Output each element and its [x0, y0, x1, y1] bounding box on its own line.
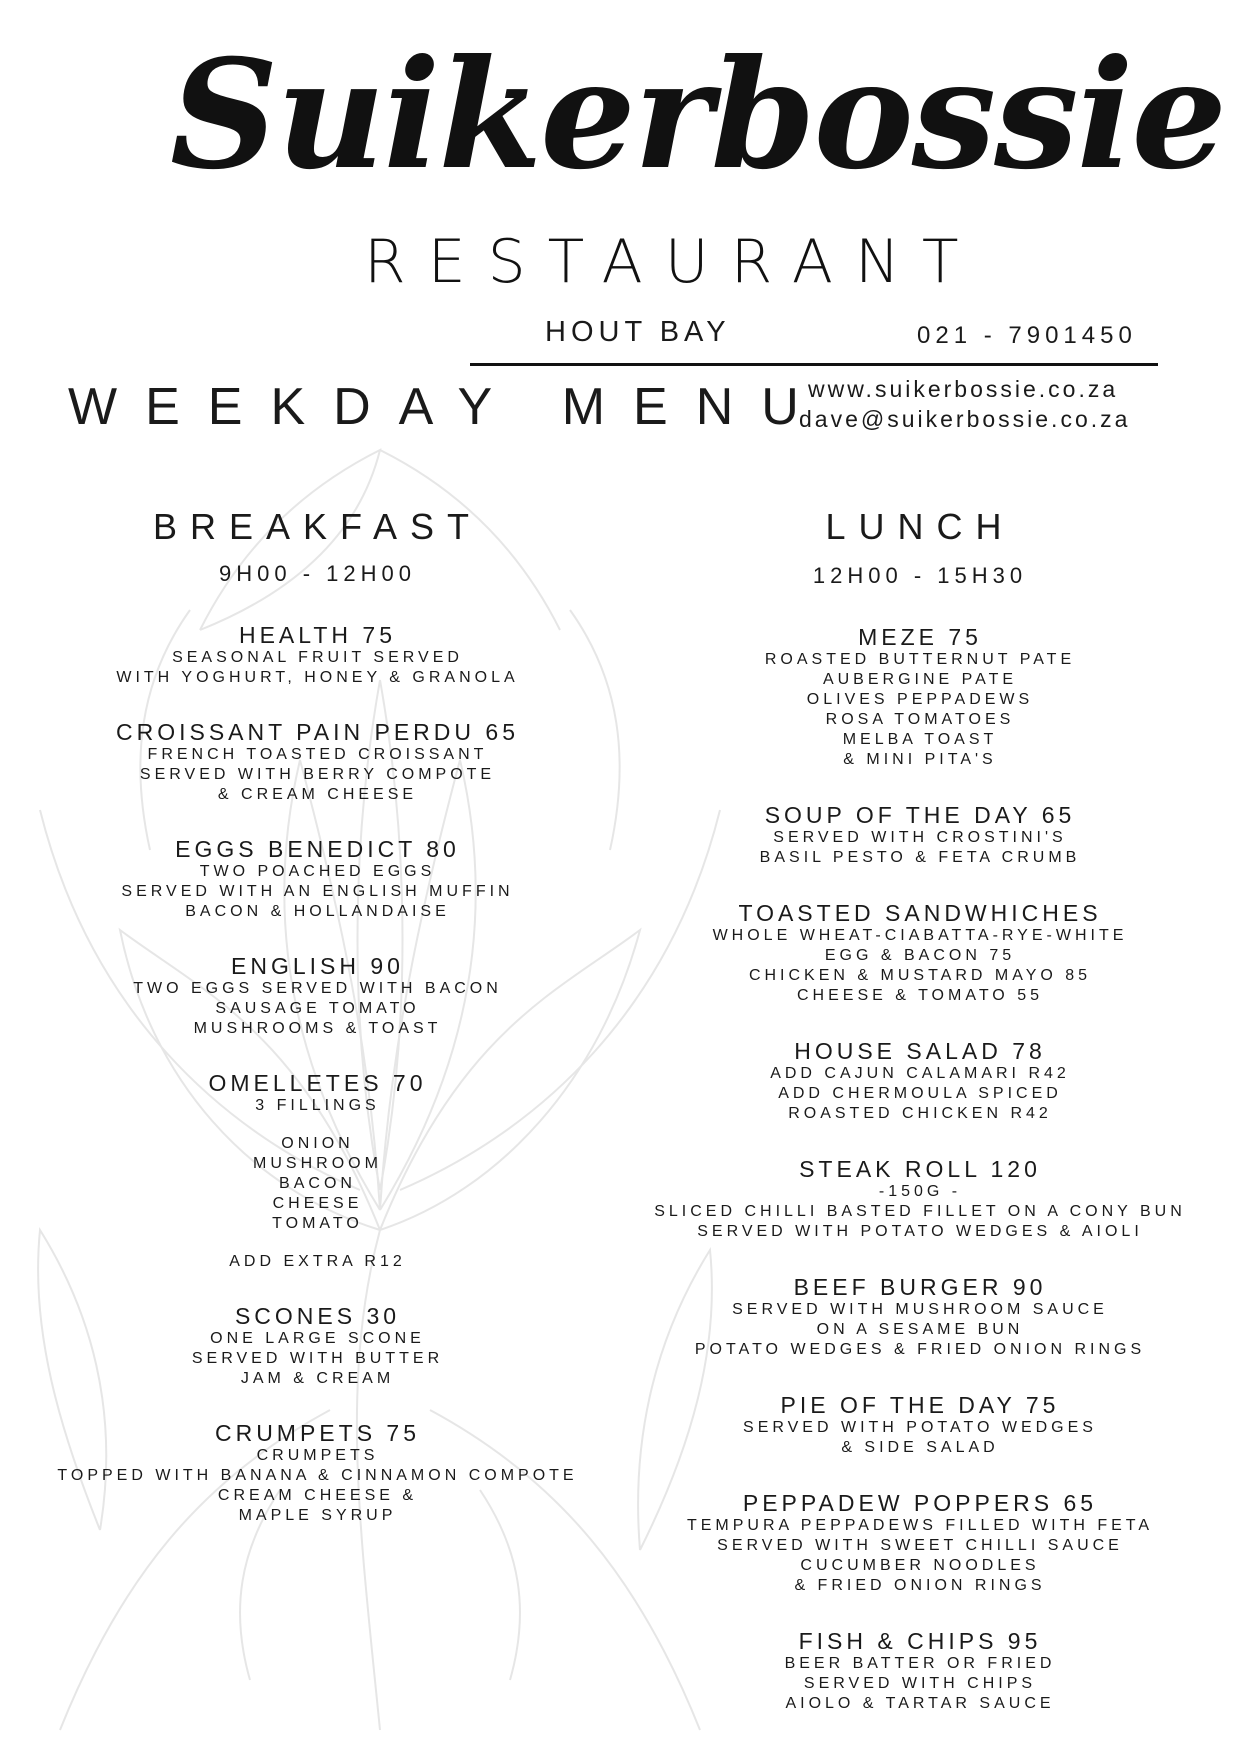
- header-divider: [470, 363, 1158, 366]
- menu-item-description: CREAM CHEESE &: [217, 1487, 418, 1504]
- menu-item-description: ROASTED BUTTERNUT PATE: [764, 651, 1076, 668]
- menu-item: [620, 1392, 1220, 1458]
- lunch-title: LUNCH: [825, 506, 1015, 547]
- menu-item-description: EGG & BACON 75: [824, 947, 1016, 964]
- filling-option: CHEESE: [272, 1195, 363, 1212]
- menu-item-title: MEZE 75: [858, 624, 982, 650]
- menu-item: [620, 1490, 1220, 1596]
- lunch-section: [620, 505, 1220, 1746]
- restaurant-logo: Suikerbossie: [170, 27, 1226, 203]
- menu-item-description: CRUMPETS: [256, 1447, 379, 1464]
- menu-item: [620, 1628, 1220, 1714]
- menu-item-description: AIOLO & TARTAR SAUCE: [785, 1695, 1055, 1712]
- menu-item: [20, 836, 615, 922]
- menu-item-description: ROASTED CHICKEN R42: [788, 1105, 1052, 1122]
- menu-item-description: SERVED WITH SWEET CHILLI SAUCE: [717, 1537, 1123, 1554]
- menu-item-description: ONE LARGE SCONE: [210, 1330, 425, 1347]
- menu-item-description: & MINI PITA'S: [843, 751, 997, 768]
- menu-item-title: FISH & CHIPS 95: [798, 1628, 1042, 1654]
- menu-item-description: ADD CHERMOULA SPICED: [778, 1085, 1062, 1102]
- menu-item-title: ENGLISH 90: [231, 953, 404, 979]
- menu-item-title: CROISSANT PAIN PERDU 65: [115, 719, 519, 745]
- menu-item-description: JAM & CREAM: [240, 1370, 395, 1387]
- menu-item: [20, 953, 615, 1039]
- menu-item-description: POTATO WEDGES & FRIED ONION RINGS: [694, 1341, 1146, 1358]
- menu-item-description: FRENCH TOASTED CROISSANT: [147, 746, 488, 763]
- menu-item-description: SERVED WITH BUTTER: [191, 1350, 444, 1367]
- menu-item-description: BEER BATTER OR FRIED: [784, 1655, 1056, 1672]
- menu-item: [620, 802, 1220, 868]
- menu-item-description: TWO POACHED EGGS: [199, 863, 436, 880]
- menu-item-title: BEEF BURGER 90: [793, 1274, 1047, 1300]
- menu-item-title: STEAK ROLL 120: [799, 1156, 1041, 1182]
- filling-option: BACON: [279, 1175, 356, 1192]
- menu-item-description: SERVED WITH MUSHROOM SAUCE: [732, 1301, 1108, 1318]
- filling-option: TOMATO: [272, 1215, 363, 1232]
- menu-item-description: -150G -: [878, 1183, 962, 1200]
- lunch-items: [620, 624, 1220, 1714]
- filling-option: ONION: [281, 1135, 354, 1152]
- menu-item-description: MUSHROOMS & TOAST: [193, 1020, 442, 1037]
- menu-item-description: TWO EGGS SERVED WITH BACON: [133, 980, 502, 997]
- extra-filling-price: ADD EXTRA R12: [229, 1253, 406, 1270]
- menu-item-title: PEPPADEW POPPERS 65: [742, 1490, 1098, 1516]
- breakfast-hours: 9H00 - 12H00: [219, 561, 416, 586]
- menu-item-description: ADD CAJUN CALAMARI R42: [770, 1065, 1070, 1082]
- menu-item: [20, 719, 615, 805]
- menu-item-description: & FRIED ONION RINGS: [794, 1577, 1046, 1594]
- phone-number: 021 - 7901450: [917, 322, 1137, 349]
- menu-item: [620, 624, 1220, 770]
- menu-item-title: CRUMPETS 75: [214, 1420, 421, 1446]
- menu-item-description: SERVED WITH BERRY COMPOTE: [139, 766, 496, 783]
- logo-subtitle: RESTAURANT: [364, 227, 981, 297]
- menu-title: WEEKDAY MENU: [68, 378, 827, 436]
- omelette-fillings-list: [20, 1134, 615, 1234]
- menu-item-description: 3 FILLINGS: [255, 1097, 380, 1114]
- menu-item-description: CHEESE & TOMATO 55: [797, 987, 1043, 1004]
- menu-item-description: SERVED WITH CHIPS: [803, 1675, 1037, 1692]
- menu-item: [620, 1038, 1220, 1124]
- menu-item-description: SEASONAL FRUIT SERVED: [172, 649, 463, 666]
- menu-item: [20, 1303, 615, 1389]
- menu-item-description: OLIVES PEPPADEWS: [806, 691, 1034, 708]
- menu-item-description: & SIDE SALAD: [841, 1439, 999, 1456]
- menu-item-description: SERVED WITH AN ENGLISH MUFFIN: [121, 883, 514, 900]
- filling-option: MUSHROOM: [253, 1155, 382, 1172]
- menu-item-title: TOASTED SANDWHICHES: [738, 900, 1102, 926]
- menu-item-description: ON A SESAME BUN: [816, 1321, 1024, 1338]
- breakfast-title: BREAKFAST: [152, 506, 483, 547]
- menu-item-description: MAPLE SYRUP: [238, 1507, 397, 1524]
- lunch-hours: 12H00 - 15H30: [812, 563, 1028, 588]
- menu-item: [20, 622, 615, 688]
- menu-item-description: WHOLE WHEAT-CIABATTA-RYE-WHITE: [712, 927, 1128, 944]
- menu-item-title: OMELLETES 70: [208, 1070, 427, 1096]
- menu-item-description: TOPPED WITH BANANA & CINNAMON COMPOTE: [57, 1467, 578, 1484]
- breakfast-section: [20, 505, 615, 1557]
- menu-item-description: SLICED CHILLI BASTED FILLET ON A CONY BUN: [654, 1203, 1186, 1220]
- menu-item-description: AUBERGINE PATE: [822, 671, 1018, 688]
- menu-item-description: BASIL PESTO & FETA CRUMB: [759, 849, 1081, 866]
- menu-item: [20, 1070, 615, 1272]
- menu-item-description: & CREAM CHEESE: [217, 786, 418, 803]
- menu-item: [20, 1420, 615, 1526]
- menu-item-title: HEALTH 75: [238, 622, 396, 648]
- menu-item-description: SAUSAGE TOMATO: [215, 1000, 420, 1017]
- menu-item-title: EGGS BENEDICT 80: [175, 836, 460, 862]
- menu-item-description: SERVED WITH POTATO WEDGES & AIOLI: [697, 1223, 1143, 1240]
- menu-item: [620, 900, 1220, 1006]
- menu-item-description: MELBA TOAST: [842, 731, 998, 748]
- menu-item-description: SERVED WITH POTATO WEDGES: [743, 1419, 1097, 1436]
- breakfast-items: [20, 622, 615, 1526]
- email-link[interactable]: dave@suikerbossie.co.za: [799, 406, 1131, 432]
- menu-item: [620, 1156, 1220, 1242]
- menu-item-description: BACON & HOLLANDAISE: [185, 903, 450, 920]
- menu-item-description: SERVED WITH CROSTINI'S: [773, 829, 1067, 846]
- website-link[interactable]: www.suikerbossie.co.za: [808, 376, 1119, 402]
- menu-item-description: TEMPURA PEPPADEWS FILLED WITH FETA: [686, 1517, 1154, 1534]
- menu-item-title: PIE OF THE DAY 75: [780, 1392, 1060, 1418]
- menu-item-description: ROSA TOMATOES: [825, 711, 1015, 728]
- menu-item-description: CHICKEN & MUSTARD MAYO 85: [748, 967, 1092, 984]
- menu-item-title: SCONES 30: [234, 1303, 401, 1329]
- menu-item: [620, 1274, 1220, 1360]
- menu-item-title: HOUSE SALAD 78: [794, 1038, 1046, 1064]
- menu-item-description: CUCUMBER NOODLES: [800, 1557, 1040, 1574]
- location-label: HOUT BAY: [545, 316, 731, 348]
- menu-item-description: WITH YOGHURT, HONEY & GRANOLA: [116, 669, 519, 686]
- menu-item-title: SOUP OF THE DAY 65: [764, 802, 1076, 828]
